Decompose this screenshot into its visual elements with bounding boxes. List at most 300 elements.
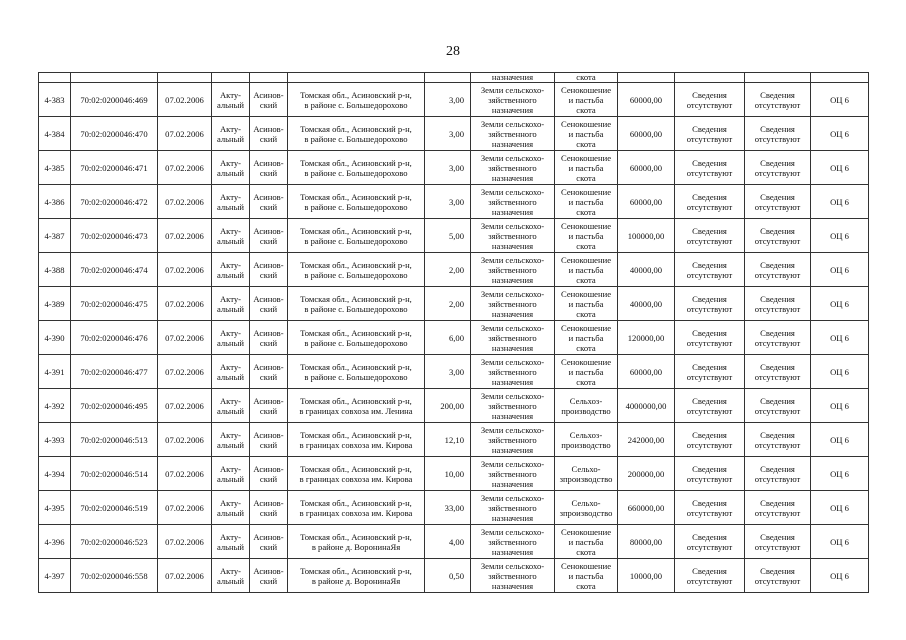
cell-cadastral-number: 70:02:0200046:523: [71, 525, 158, 559]
cell-line: ский: [259, 371, 278, 382]
cell-line: Сенокошение: [560, 356, 612, 367]
cell-line: Земли сельскохо-: [480, 356, 545, 367]
cell-district: [250, 185, 288, 219]
cell-district: [250, 389, 288, 423]
cell-line: отсутствуют: [686, 473, 733, 484]
cell-date: 07.02.2006: [158, 219, 212, 253]
cell-date: 07.02.2006: [158, 559, 212, 593]
cell-area: 3,00: [425, 151, 471, 185]
cell-info-2: [745, 117, 811, 151]
cell-status: [212, 83, 250, 117]
cell-line: Томская обл., Асиновский р-н,: [300, 293, 412, 304]
cell-line: ский: [259, 303, 278, 314]
cell-line: Сведения: [760, 191, 795, 202]
cell-line: Асинов-: [253, 123, 284, 134]
cell-line: Томская обл., Асиновский р-н,: [300, 89, 412, 100]
table-row: [39, 355, 869, 389]
cell-line: и пастьба: [568, 196, 604, 207]
cell-line: отсутствуют: [686, 337, 733, 348]
cell-land-category: [471, 151, 555, 185]
cell-permitted-use: [555, 219, 618, 253]
cell-cadastral-value: 100000,00: [618, 219, 675, 253]
cell-info-2: [745, 321, 811, 355]
cell-info-1: [675, 117, 745, 151]
cell-info-1: [675, 355, 745, 389]
cell-line: Сенокошение: [560, 118, 612, 129]
cell-line: Сведения: [760, 89, 795, 100]
cell-record-number: 4-393: [39, 423, 71, 457]
cell-area: 3,00: [425, 185, 471, 219]
cell-district: [250, 253, 288, 287]
cell-land-category: [471, 185, 555, 219]
cell-line: Акту-: [219, 429, 242, 440]
cell-line: и пастьба: [568, 366, 604, 377]
cell-line: в границах совхоза им. Кирова: [299, 473, 413, 484]
cell-district: [250, 457, 288, 491]
cell-record-number: 4-394: [39, 457, 71, 491]
cell-district: [250, 559, 288, 593]
cell-cadastral-value: 60000,00: [618, 117, 675, 151]
cell-line: Сведения: [692, 123, 727, 134]
cell-district: [250, 83, 288, 117]
cell-cadastral-value: 60000,00: [618, 83, 675, 117]
cell-info-2: [745, 491, 811, 525]
cell-code: ОЦ 6: [811, 525, 869, 559]
cell-line: зяйственного: [488, 264, 537, 275]
cell-land-category: [471, 321, 555, 355]
cell-record-number: 4-384: [39, 117, 71, 151]
cell-date: 07.02.2006: [158, 355, 212, 389]
cell-line: и пастьба: [568, 332, 604, 343]
cell-line: Асинов-: [253, 497, 284, 508]
cell-line: ский: [259, 439, 278, 450]
cell-land-category: [471, 83, 555, 117]
cell-line: Томская обл., Асиновский р-н,: [300, 157, 412, 168]
cell-cadastral-value: 60000,00: [618, 185, 675, 219]
cell-line: назначения: [491, 342, 534, 353]
cell-cadastral-value: 10000,00: [618, 559, 675, 593]
cell-line: назначения: [491, 376, 534, 387]
cell-line: Акту-: [219, 157, 242, 168]
cell-line: ский: [259, 575, 278, 586]
cell-line: в районе с. Большедорохово: [304, 337, 408, 348]
cell-line: отсутствуют: [754, 201, 801, 212]
cell-line: в границах совхоза им. Кирова: [299, 507, 413, 518]
cell-line: в районе с. Большедорохово: [304, 303, 408, 314]
cell-line: отсутствуют: [754, 303, 801, 314]
cell-address: [288, 389, 425, 423]
cell-line: Земли сельскохо-: [480, 152, 545, 163]
cell-line: альный: [216, 167, 245, 178]
cell-cadastral-value: 200000,00: [618, 457, 675, 491]
cell-info-2: [745, 219, 811, 253]
cell-line: зпроизводство: [559, 473, 613, 484]
table-row: [39, 491, 869, 525]
cell-line: Акту-: [219, 293, 242, 304]
cell-line: зяйственного: [488, 94, 537, 105]
cell-line: отсутствуют: [754, 371, 801, 382]
cell-line: назначения: [491, 274, 534, 285]
cell-category-continued: назначения: [471, 73, 555, 83]
cell-line: назначения: [491, 580, 534, 591]
cell-address: [288, 321, 425, 355]
cell-line: отсутствуют: [686, 99, 733, 110]
cell-line: Томская обл., Асиновский р-н,: [300, 497, 412, 508]
cell-line: Сведения: [760, 293, 795, 304]
cell-empty: [288, 73, 425, 83]
cell-line: зяйственного: [488, 400, 537, 411]
cell-line: отсутствуют: [754, 541, 801, 552]
cell-line: отсутствуют: [754, 269, 801, 280]
cell-line: Асинов-: [253, 361, 284, 372]
cell-permitted-use: [555, 559, 618, 593]
cell-line: Сведения: [692, 89, 727, 100]
cell-cadastral-value: 660000,00: [618, 491, 675, 525]
cell-line: Сенокошение: [560, 560, 612, 571]
cell-line: Сведения: [760, 259, 795, 270]
cell-line: Земли сельскохо-: [480, 526, 545, 537]
page-number: 28: [446, 44, 460, 59]
cell-line: отсутствуют: [686, 303, 733, 314]
cell-cadastral-number: 70:02:0200046:477: [71, 355, 158, 389]
cell-code: ОЦ 6: [811, 151, 869, 185]
cell-line: Сельхо-: [571, 497, 601, 508]
cell-record-number: 4-390: [39, 321, 71, 355]
cell-area: 2,00: [425, 287, 471, 321]
cell-info-1: [675, 253, 745, 287]
cell-line: ский: [259, 541, 278, 552]
cell-line: Сведения: [760, 123, 795, 134]
cell-line: Сведения: [692, 225, 727, 236]
cell-cadastral-number: 70:02:0200046:473: [71, 219, 158, 253]
cell-line: альный: [216, 235, 245, 246]
cell-date: 07.02.2006: [158, 525, 212, 559]
cell-line: зяйственного: [488, 162, 537, 173]
cell-line: альный: [216, 133, 245, 144]
cell-permitted-use: [555, 457, 618, 491]
cell-line: Сведения: [760, 157, 795, 168]
cell-line: Акту-: [219, 395, 242, 406]
cell-line: отсутствуют: [754, 133, 801, 144]
cell-address: [288, 491, 425, 525]
cell-empty: [745, 73, 811, 83]
cell-line: зяйственного: [488, 128, 537, 139]
cell-line: зяйственного: [488, 434, 537, 445]
cell-status: [212, 457, 250, 491]
cell-info-1: [675, 151, 745, 185]
cell-line: Сведения: [760, 463, 795, 474]
cell-info-2: [745, 457, 811, 491]
cell-line: зяйственного: [488, 468, 537, 479]
table-row: [39, 117, 869, 151]
cell-line: отсутствуют: [754, 473, 801, 484]
cell-cadastral-value: 120000,00: [618, 321, 675, 355]
cell-info-2: [745, 559, 811, 593]
cell-line: ский: [259, 269, 278, 280]
table-body: [39, 73, 869, 593]
cell-permitted-use: [555, 287, 618, 321]
cell-cadastral-number: 70:02:0200046:475: [71, 287, 158, 321]
cell-cadastral-number: 70:02:0200046:558: [71, 559, 158, 593]
cell-cadastral-number: 70:02:0200046:513: [71, 423, 158, 457]
cell-info-2: [745, 389, 811, 423]
cell-line: назначения: [491, 308, 534, 319]
cell-info-1: [675, 525, 745, 559]
cell-line: Сенокошение: [560, 526, 612, 537]
cell-line: Сведения: [760, 497, 795, 508]
table-row: [39, 457, 869, 491]
cell-address: [288, 355, 425, 389]
cell-status: [212, 321, 250, 355]
cell-district: [250, 219, 288, 253]
cell-line: Томская обл., Асиновский р-н,: [300, 191, 412, 202]
cell-cadastral-value: 242000,00: [618, 423, 675, 457]
cell-line: в районе с. Большедорохово: [304, 371, 408, 382]
cell-line: и пастьба: [568, 570, 604, 581]
cell-line: Сведения: [692, 429, 727, 440]
cell-info-1: [675, 389, 745, 423]
cell-line: Сведения: [692, 327, 727, 338]
cell-code: ОЦ 6: [811, 423, 869, 457]
cell-line: зяйственного: [488, 570, 537, 581]
cell-line: альный: [216, 405, 245, 416]
cell-line: отсутствуют: [686, 405, 733, 416]
cell-permitted-use: [555, 185, 618, 219]
cell-line: назначения: [491, 410, 534, 421]
cell-status: [212, 423, 250, 457]
cell-address: [288, 151, 425, 185]
cell-line: Акту-: [219, 89, 242, 100]
cell-line: Земли сельскохо-: [480, 84, 545, 95]
cell-line: отсутствуют: [686, 167, 733, 178]
cell-code: ОЦ 6: [811, 321, 869, 355]
cell-line: скота: [576, 104, 596, 115]
cell-line: отсутствуют: [754, 575, 801, 586]
cell-land-category: [471, 253, 555, 287]
cell-info-2: [745, 423, 811, 457]
table-row: [39, 151, 869, 185]
cell-line: отсутствуют: [754, 235, 801, 246]
cell-line: Земли сельскохо-: [480, 322, 545, 333]
cell-line: отсутствуют: [686, 269, 733, 280]
cell-info-1: [675, 491, 745, 525]
cell-line: Земли сельскохо-: [480, 492, 545, 503]
cell-line: альный: [216, 99, 245, 110]
cell-line: Асинов-: [253, 327, 284, 338]
cell-district: [250, 287, 288, 321]
cell-code: ОЦ 6: [811, 355, 869, 389]
cell-status: [212, 287, 250, 321]
cell-line: Акту-: [219, 327, 242, 338]
cell-line: альный: [216, 541, 245, 552]
cell-line: скота: [576, 172, 596, 183]
cell-line: зяйственного: [488, 502, 537, 513]
cell-cadastral-number: 70:02:0200046:474: [71, 253, 158, 287]
cell-address: [288, 185, 425, 219]
cell-area: 12,10: [425, 423, 471, 457]
cell-record-number: 4-396: [39, 525, 71, 559]
cell-permitted-use: [555, 321, 618, 355]
cell-cadastral-value: 60000,00: [618, 355, 675, 389]
cell-line: и пастьба: [568, 264, 604, 275]
land-registry-table: [38, 72, 869, 593]
cell-line: ский: [259, 201, 278, 212]
cell-line: Сенокошение: [560, 84, 612, 95]
cell-line: Земли сельскохо-: [480, 560, 545, 571]
cell-status: [212, 355, 250, 389]
cell-line: назначения: [491, 240, 534, 251]
cell-empty: [811, 73, 869, 83]
cell-date: 07.02.2006: [158, 423, 212, 457]
cell-line: Сведения: [760, 531, 795, 542]
cell-permitted-use: [555, 83, 618, 117]
cell-line: производство: [561, 405, 611, 416]
table-row: [39, 83, 869, 117]
cell-cadastral-number: 70:02:0200046:470: [71, 117, 158, 151]
cell-line: Акту-: [219, 361, 242, 372]
cell-line: в районе д. ВоронинаЯя: [311, 541, 401, 552]
cell-line: Асинов-: [253, 293, 284, 304]
cell-line: Сенокошение: [560, 220, 612, 231]
cell-address: [288, 287, 425, 321]
cell-info-1: [675, 219, 745, 253]
cell-line: зяйственного: [488, 366, 537, 377]
cell-line: ский: [259, 99, 278, 110]
cell-area: 2,00: [425, 253, 471, 287]
cell-address: [288, 219, 425, 253]
cell-status: [212, 525, 250, 559]
cell-cadastral-number: 70:02:0200046:476: [71, 321, 158, 355]
cell-line: зяйственного: [488, 536, 537, 547]
cell-address: [288, 457, 425, 491]
cell-line: Асинов-: [253, 89, 284, 100]
cell-info-2: [745, 287, 811, 321]
cell-line: в районе с. Большедорохово: [304, 201, 408, 212]
cell-line: Сенокошение: [560, 288, 612, 299]
cell-line: Асинов-: [253, 395, 284, 406]
cell-line: Акту-: [219, 123, 242, 134]
cell-line: альный: [216, 337, 245, 348]
cell-line: Земли сельскохо-: [480, 118, 545, 129]
cell-address: [288, 253, 425, 287]
cell-line: и пастьба: [568, 230, 604, 241]
cell-date: 07.02.2006: [158, 457, 212, 491]
cell-cadastral-number: 70:02:0200046:519: [71, 491, 158, 525]
cell-date: 07.02.2006: [158, 151, 212, 185]
cell-line: Земли сельскохо-: [480, 424, 545, 435]
cell-date: 07.02.2006: [158, 321, 212, 355]
cell-area: 3,00: [425, 355, 471, 389]
cell-area: 0,50: [425, 559, 471, 593]
cell-line: Сведения: [692, 361, 727, 372]
cell-line: Земли сельскохо-: [480, 186, 545, 197]
cell-line: ский: [259, 337, 278, 348]
cell-record-number: 4-383: [39, 83, 71, 117]
cell-info-1: [675, 287, 745, 321]
cell-line: скота: [576, 206, 596, 217]
cell-line: скота: [576, 580, 596, 591]
cell-line: отсутствуют: [754, 337, 801, 348]
cell-line: Сведения: [760, 429, 795, 440]
cell-area: 5,00: [425, 219, 471, 253]
cell-line: назначения: [491, 546, 534, 557]
cell-line: скота: [576, 274, 596, 285]
cell-line: Акту-: [219, 225, 242, 236]
cell-line: отсутствуют: [686, 201, 733, 212]
cell-line: Акту-: [219, 531, 242, 542]
cell-permitted-use: [555, 355, 618, 389]
cell-line: Сведения: [692, 463, 727, 474]
cell-info-2: [745, 83, 811, 117]
cell-empty: [675, 73, 745, 83]
cell-info-1: [675, 559, 745, 593]
cell-line: Асинов-: [253, 429, 284, 440]
cell-land-category: [471, 117, 555, 151]
cell-empty: [250, 73, 288, 83]
cell-line: и пастьба: [568, 94, 604, 105]
cell-line: Томская обл., Асиновский р-н,: [300, 395, 412, 406]
cell-record-number: 4-392: [39, 389, 71, 423]
cell-line: Сведения: [692, 497, 727, 508]
cell-line: Асинов-: [253, 157, 284, 168]
cell-cadastral-number: 70:02:0200046:495: [71, 389, 158, 423]
cell-area: 200,00: [425, 389, 471, 423]
cell-code: ОЦ 6: [811, 559, 869, 593]
table-row: [39, 185, 869, 219]
cell-status: [212, 151, 250, 185]
cell-line: Земли сельскохо-: [480, 220, 545, 231]
cell-line: отсутствуют: [754, 167, 801, 178]
cell-line: Томская обл., Асиновский р-н,: [300, 463, 412, 474]
cell-line: назначения: [491, 206, 534, 217]
cell-area: 3,00: [425, 83, 471, 117]
cell-line: Асинов-: [253, 463, 284, 474]
cell-info-1: [675, 423, 745, 457]
cell-permitted-use: [555, 253, 618, 287]
cell-line: Сенокошение: [560, 152, 612, 163]
cell-line: Асинов-: [253, 531, 284, 542]
table-row: [39, 525, 869, 559]
cell-line: отсутствуют: [754, 507, 801, 518]
cell-line: ский: [259, 473, 278, 484]
cell-district: [250, 525, 288, 559]
cell-code: ОЦ 6: [811, 287, 869, 321]
cell-line: зяйственного: [488, 196, 537, 207]
cell-line: ский: [259, 405, 278, 416]
cell-date: 07.02.2006: [158, 117, 212, 151]
cell-line: Сельхоз-: [569, 395, 603, 406]
cell-record-number: 4-395: [39, 491, 71, 525]
cell-line: отсутствуют: [686, 507, 733, 518]
cell-area: 10,00: [425, 457, 471, 491]
cell-record-number: 4-389: [39, 287, 71, 321]
cell-line: в границах совхоза им. Кирова: [299, 439, 413, 450]
cell-address: [288, 525, 425, 559]
cell-address: [288, 423, 425, 457]
cell-address: [288, 117, 425, 151]
cell-line: ский: [259, 507, 278, 518]
cell-line: Земли сельскохо-: [480, 390, 545, 401]
cell-area: 4,00: [425, 525, 471, 559]
cell-use-continued: скота: [555, 73, 618, 83]
cell-line: назначения: [491, 138, 534, 149]
cell-line: Сведения: [760, 327, 795, 338]
cell-line: зяйственного: [488, 298, 537, 309]
cell-address: [288, 83, 425, 117]
cell-permitted-use: [555, 389, 618, 423]
cell-permitted-use: [555, 525, 618, 559]
cell-line: зяйственного: [488, 332, 537, 343]
